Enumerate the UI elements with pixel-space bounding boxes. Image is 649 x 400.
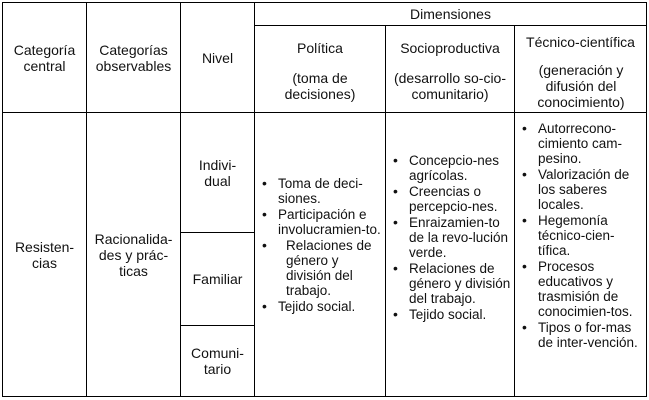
table-border-bottom <box>2 396 647 397</box>
col-divider-5 <box>514 25 515 397</box>
socioproductiva-list-wrapper <box>387 153 513 323</box>
list-item: • Relaciones de género y división del trabajo. <box>256 238 384 298</box>
list-item: • Tipos o for-mas de inter-vención. <box>516 320 645 350</box>
cell-nivel-familiar: Familiar <box>192 271 243 287</box>
list-item: • Participación e involucramien-to. <box>256 207 384 237</box>
tecnico-list-wrapper <box>516 121 645 351</box>
list-item: • Tejido social. <box>387 307 513 322</box>
list-item: • Tejido social. <box>256 299 384 314</box>
list-item: • Concepcio-nes agrícolas. <box>387 153 513 183</box>
header-politica-sub: (toma de decisiones) <box>284 70 356 102</box>
header-dimensiones: Dimensiones <box>410 6 491 22</box>
cell-categoria-central: Resisten-cias <box>14 238 75 271</box>
list-item: • Autorrecono-cimiento cam-pesino. <box>516 121 645 166</box>
header-tecnico-cientifica-sub: (generación y difusión del conocimiento) <box>537 62 625 110</box>
header-categoria-central: Categoría central <box>13 41 76 74</box>
politica-list <box>256 176 384 314</box>
list-item: • Valorización de los saberes locales. <box>516 167 645 212</box>
tecnico-list <box>516 121 645 350</box>
list-item: • Toma de deci-siones. <box>256 176 384 206</box>
header-socioproductiva-sub: (desarrollo so-cio-comunitario) <box>393 70 507 102</box>
list-item: • Hegemonía técnico-cien-tífica. <box>516 213 645 258</box>
list-item: • Relaciones de género y división del trabajo. <box>387 261 513 306</box>
col-divider-4 <box>385 25 386 397</box>
header-categorias-observables: Categorías observables <box>95 41 172 74</box>
dimensiones-divider <box>254 25 647 26</box>
header-socioproductiva: Socioproductiva <box>400 40 500 56</box>
socioproductiva-list <box>387 153 513 322</box>
list-item: • Enraizamien-to de la revo-lución verde. <box>387 215 513 260</box>
politica-list-wrapper <box>256 176 384 315</box>
list-item: • Procesos educativos y trasmisión de conocimien-tos. <box>516 259 645 319</box>
col-divider-3 <box>254 2 255 397</box>
header-tecnico-cientifica: Técnico-científica <box>526 34 635 50</box>
cell-nivel-comunitario: Comuni-tario <box>191 345 244 377</box>
table-border-right <box>646 2 647 397</box>
cell-categorias-observables: Racionalida-des y prác-ticas <box>94 230 173 279</box>
cell-nivel-individual: Indivi-dual <box>198 156 237 189</box>
header-nivel: Nivel <box>201 49 234 66</box>
header-politica: Política <box>297 40 343 56</box>
list-item: • Creencias o percepcio-nes. <box>387 184 513 214</box>
